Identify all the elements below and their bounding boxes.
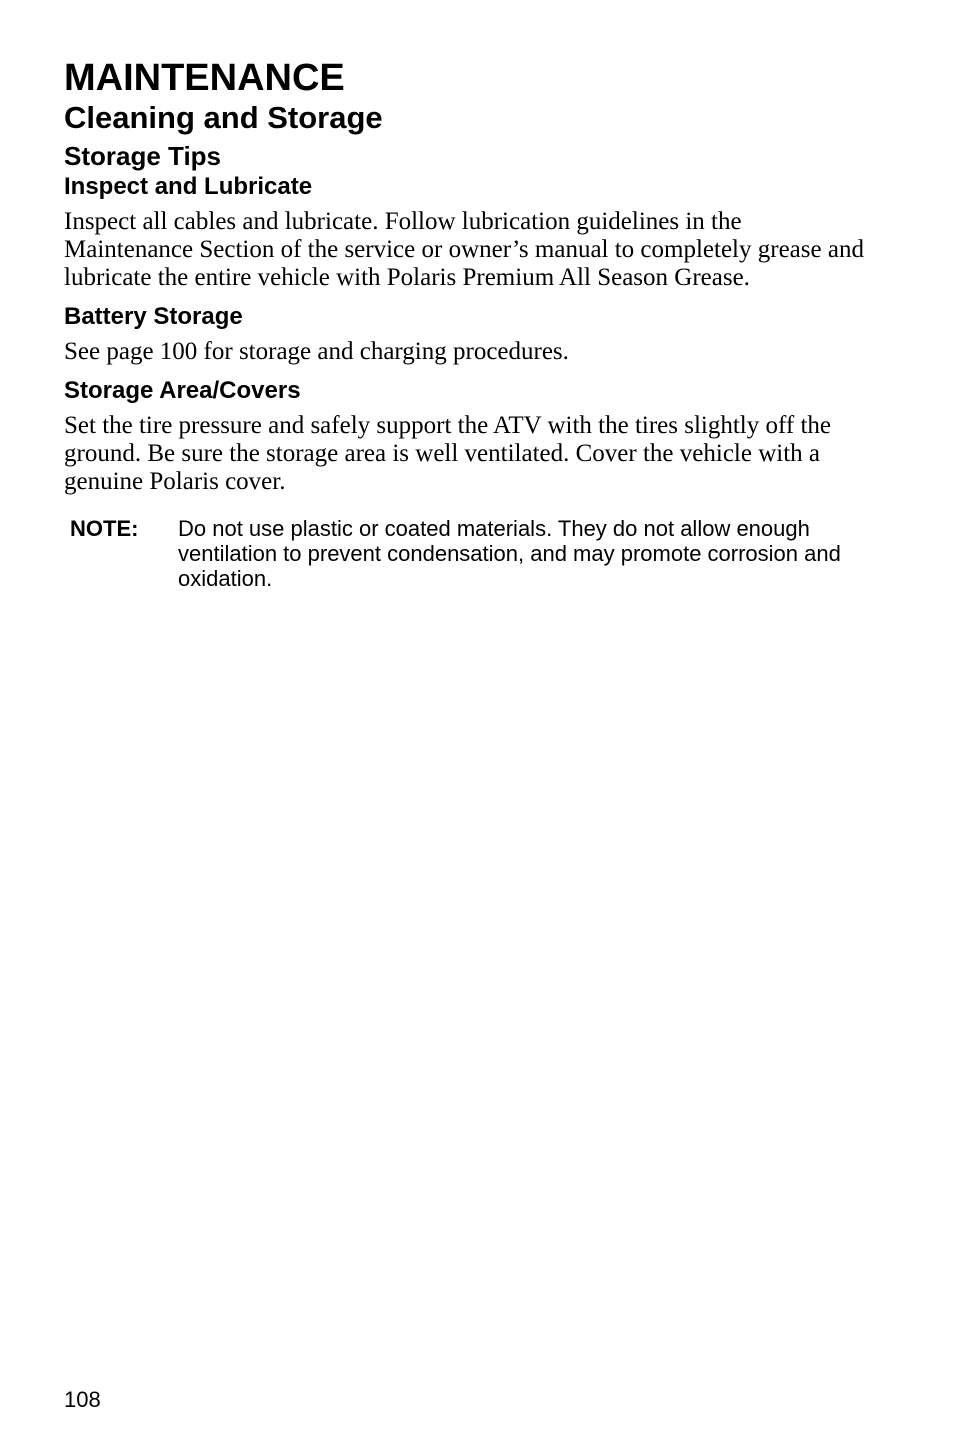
chapter-title: MAINTENANCE [64, 57, 345, 99]
note-block [70, 516, 864, 591]
storage-area-heading: Storage Area/Covers [64, 377, 301, 404]
storage-area-paragraph: Set the tire pressure and safely support the ATV with the tires slightly off the ground. Be sure the storage area is well ventilated. Cover the vehicle with a genuine Polaris cover. [64, 412, 831, 495]
note-text: Do not use plastic or coated materials. They do not allow enough ventilation to prevent condensation, and may promote corrosion and oxidation. [178, 516, 841, 591]
battery-heading: Battery Storage [64, 303, 243, 330]
page-content [64, 56, 864, 591]
inspect-paragraph: Inspect all cables and lubricate. Follow lubrication guidelines in the Maintenance Section of the service or owner’s manual to completely grease and lubricate the entire vehicle with Polaris Premium All Season Grease. [64, 208, 864, 291]
page-number: 108 [64, 1387, 101, 1412]
inspect-heading: Inspect and Lubricate [64, 173, 313, 200]
section-title: Cleaning and Storage [64, 100, 383, 135]
battery-paragraph: See page 100 for storage and charging procedures. [64, 338, 569, 365]
note-label: NOTE: [70, 516, 139, 541]
subsection-title: Storage Tips [64, 141, 222, 171]
